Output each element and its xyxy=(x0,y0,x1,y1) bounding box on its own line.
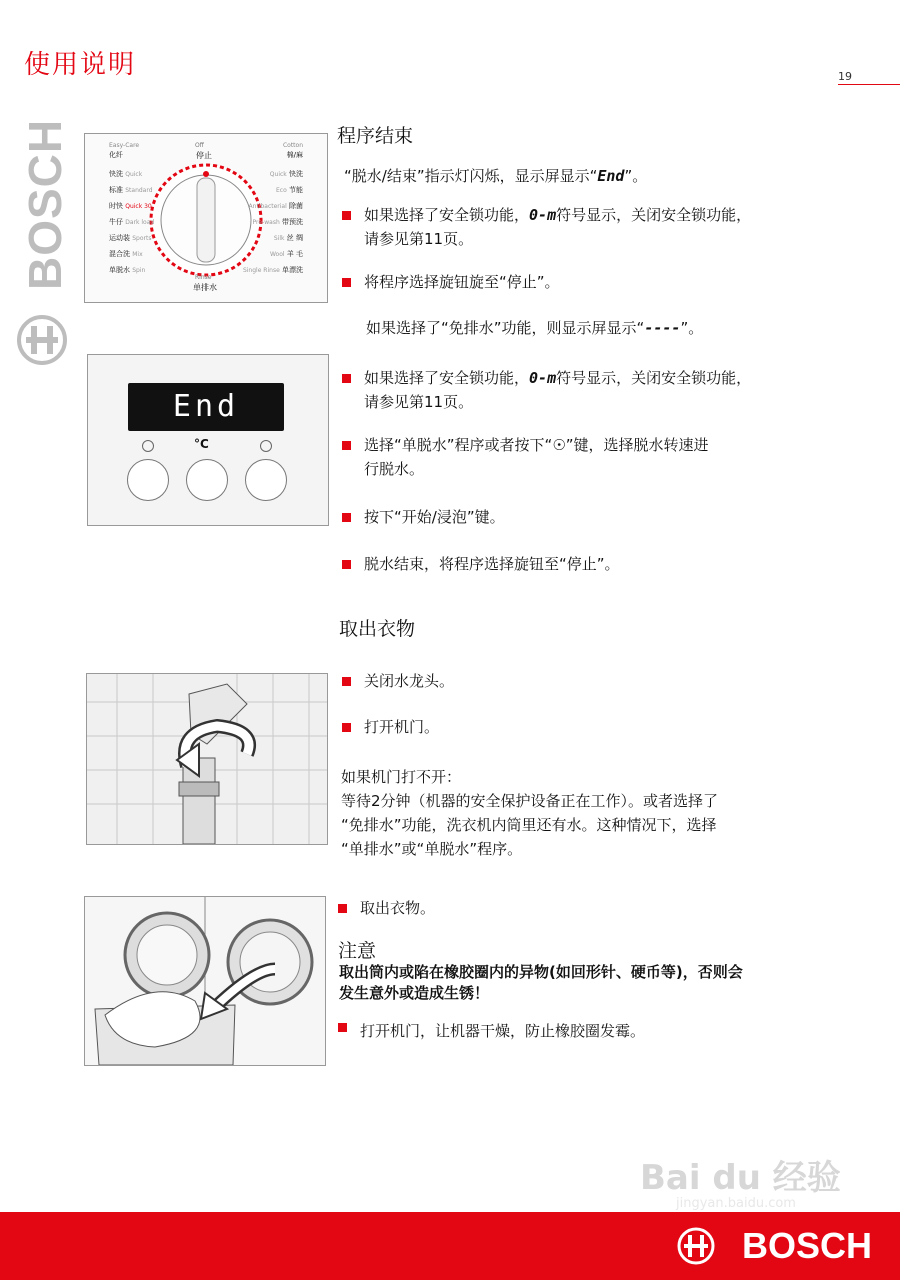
dial-right-label-2: Eco 节能 xyxy=(276,186,303,194)
page-number: 19 xyxy=(838,70,852,83)
program-end-intro: “脱水/结束”指示灯闪烁，显示屏显示“End”。 xyxy=(344,167,648,185)
program-dial-figure xyxy=(84,133,328,303)
bullet-close-tap: 关闭水龙头。 xyxy=(342,669,454,693)
dial-left-label-0: Easy-Care xyxy=(109,142,140,149)
footer-logo-icon xyxy=(676,1226,716,1270)
bullet-select-spin: 选择“单脱水”程序或者按下“☉”键，选择脱水转速进 行脱水。 xyxy=(342,433,854,481)
display-panel-figure xyxy=(87,354,329,526)
delay-button[interactable] xyxy=(245,459,287,501)
dial-right-label-0: Cotton xyxy=(282,142,303,149)
bullet-spin-end: 脱水结束，将程序选择旋钮至“停止”。 xyxy=(342,552,620,576)
clock-icon xyxy=(260,440,272,452)
dial-left-label-2: 标准 Standard xyxy=(109,186,153,194)
dial-left-label-0-cn: 化纤 xyxy=(109,151,123,159)
bullet-safety-lock-2: 如果选择了安全锁功能，0-m符号显示，关闭安全锁功能， 请参见第11页。 xyxy=(342,366,854,414)
notice-text: 取出筒内或陷在橡胶圈内的异物(如回形针、硬币等)，否则会 发生意外或造成生锈！ xyxy=(339,963,743,1002)
lcd-text: End xyxy=(172,389,240,424)
bullet-open-door: 打开机门。 xyxy=(342,715,439,739)
dial-left-label-3: 时快 Quick 30 xyxy=(109,202,152,210)
dial-right-label-5: Silk 丝 绸 xyxy=(273,234,303,242)
dial-rinse-label: Rinse xyxy=(195,274,212,281)
bullet-turn-dial-off: 将程序选择旋钮旋至“停止”。 xyxy=(342,270,560,294)
side-brand-wordmark: BOSCH xyxy=(19,118,71,290)
spin-button[interactable] xyxy=(127,459,169,501)
watermark-url: jingyan.baidu.com xyxy=(676,1196,796,1211)
dial-rinse-label-cn: 单排水 xyxy=(193,283,217,292)
dial-off-label: Off xyxy=(195,142,204,149)
page-title: 使用说明 xyxy=(24,50,137,80)
dial-right-label-0-cn: 棉/麻 xyxy=(286,151,303,159)
footer-brand-wordmark: BOSCH xyxy=(741,1225,872,1266)
temperature-label: °C xyxy=(194,437,209,451)
water-tap-figure xyxy=(86,673,328,845)
spin-icon xyxy=(142,440,154,452)
header-rule xyxy=(838,84,900,85)
lcd-display xyxy=(128,383,284,431)
dial-right-label-4: Pre-wash 带预洗 xyxy=(252,218,303,226)
laundry-removal-figure xyxy=(84,896,326,1066)
bullet-press-start: 按下“开始/浸泡”键。 xyxy=(342,505,505,529)
dial-left-label-6: 混合洗 Mix xyxy=(109,250,143,258)
watermark-logo: Bai du 经验 xyxy=(640,1158,841,1198)
dial-right-label-3: Antibacterial 除菌 xyxy=(248,202,303,210)
bullet-take-out-laundry: 取出衣物。 xyxy=(338,896,435,920)
door-stuck-paragraph: 如果机门打不开： 等待2分钟（机器的安全保护设备正在工作）。或者选择了 “免排水”功能，洗衣机内筒里还有水。这种情况下，选择 “单排水”或“单脱水”程序。 xyxy=(341,768,719,858)
temperature-button[interactable] xyxy=(186,459,228,501)
dial-right-label-1: Quick 快洗 xyxy=(269,170,303,178)
dial-right-label-7: Single Rinse 单漂洗 xyxy=(242,266,303,274)
bullet-safety-lock-1: 如果选择了安全锁功能，0-m符号显示，关闭安全锁功能， 请参见第11页。 xyxy=(342,203,854,251)
dial-left-label-5: 运动装 Sports xyxy=(109,234,152,242)
bullet-dry-machine: 打开机门，让机器干燥，防止橡胶圈发霉。 xyxy=(338,1019,645,1043)
section-title-program-end: 程序结束 xyxy=(337,125,414,147)
dial-left-label-7: 单脱水 Spin xyxy=(109,266,146,274)
no-drain-note: 如果选择了“免排水”功能，则显示屏显示“----”。 xyxy=(366,319,704,337)
section-title-remove-laundry: 取出衣物 xyxy=(339,618,416,640)
dial-left-label-1: 快洗 Quick xyxy=(109,170,143,178)
dial-right-label-6: Wool 羊 毛 xyxy=(269,250,303,258)
dial-left-label-4: 牛仔 Dark load xyxy=(109,218,155,226)
dial-off-label-cn: 停止 xyxy=(196,151,212,160)
notice-title: 注意 xyxy=(338,940,377,962)
bosch-logo-icon xyxy=(16,314,68,370)
